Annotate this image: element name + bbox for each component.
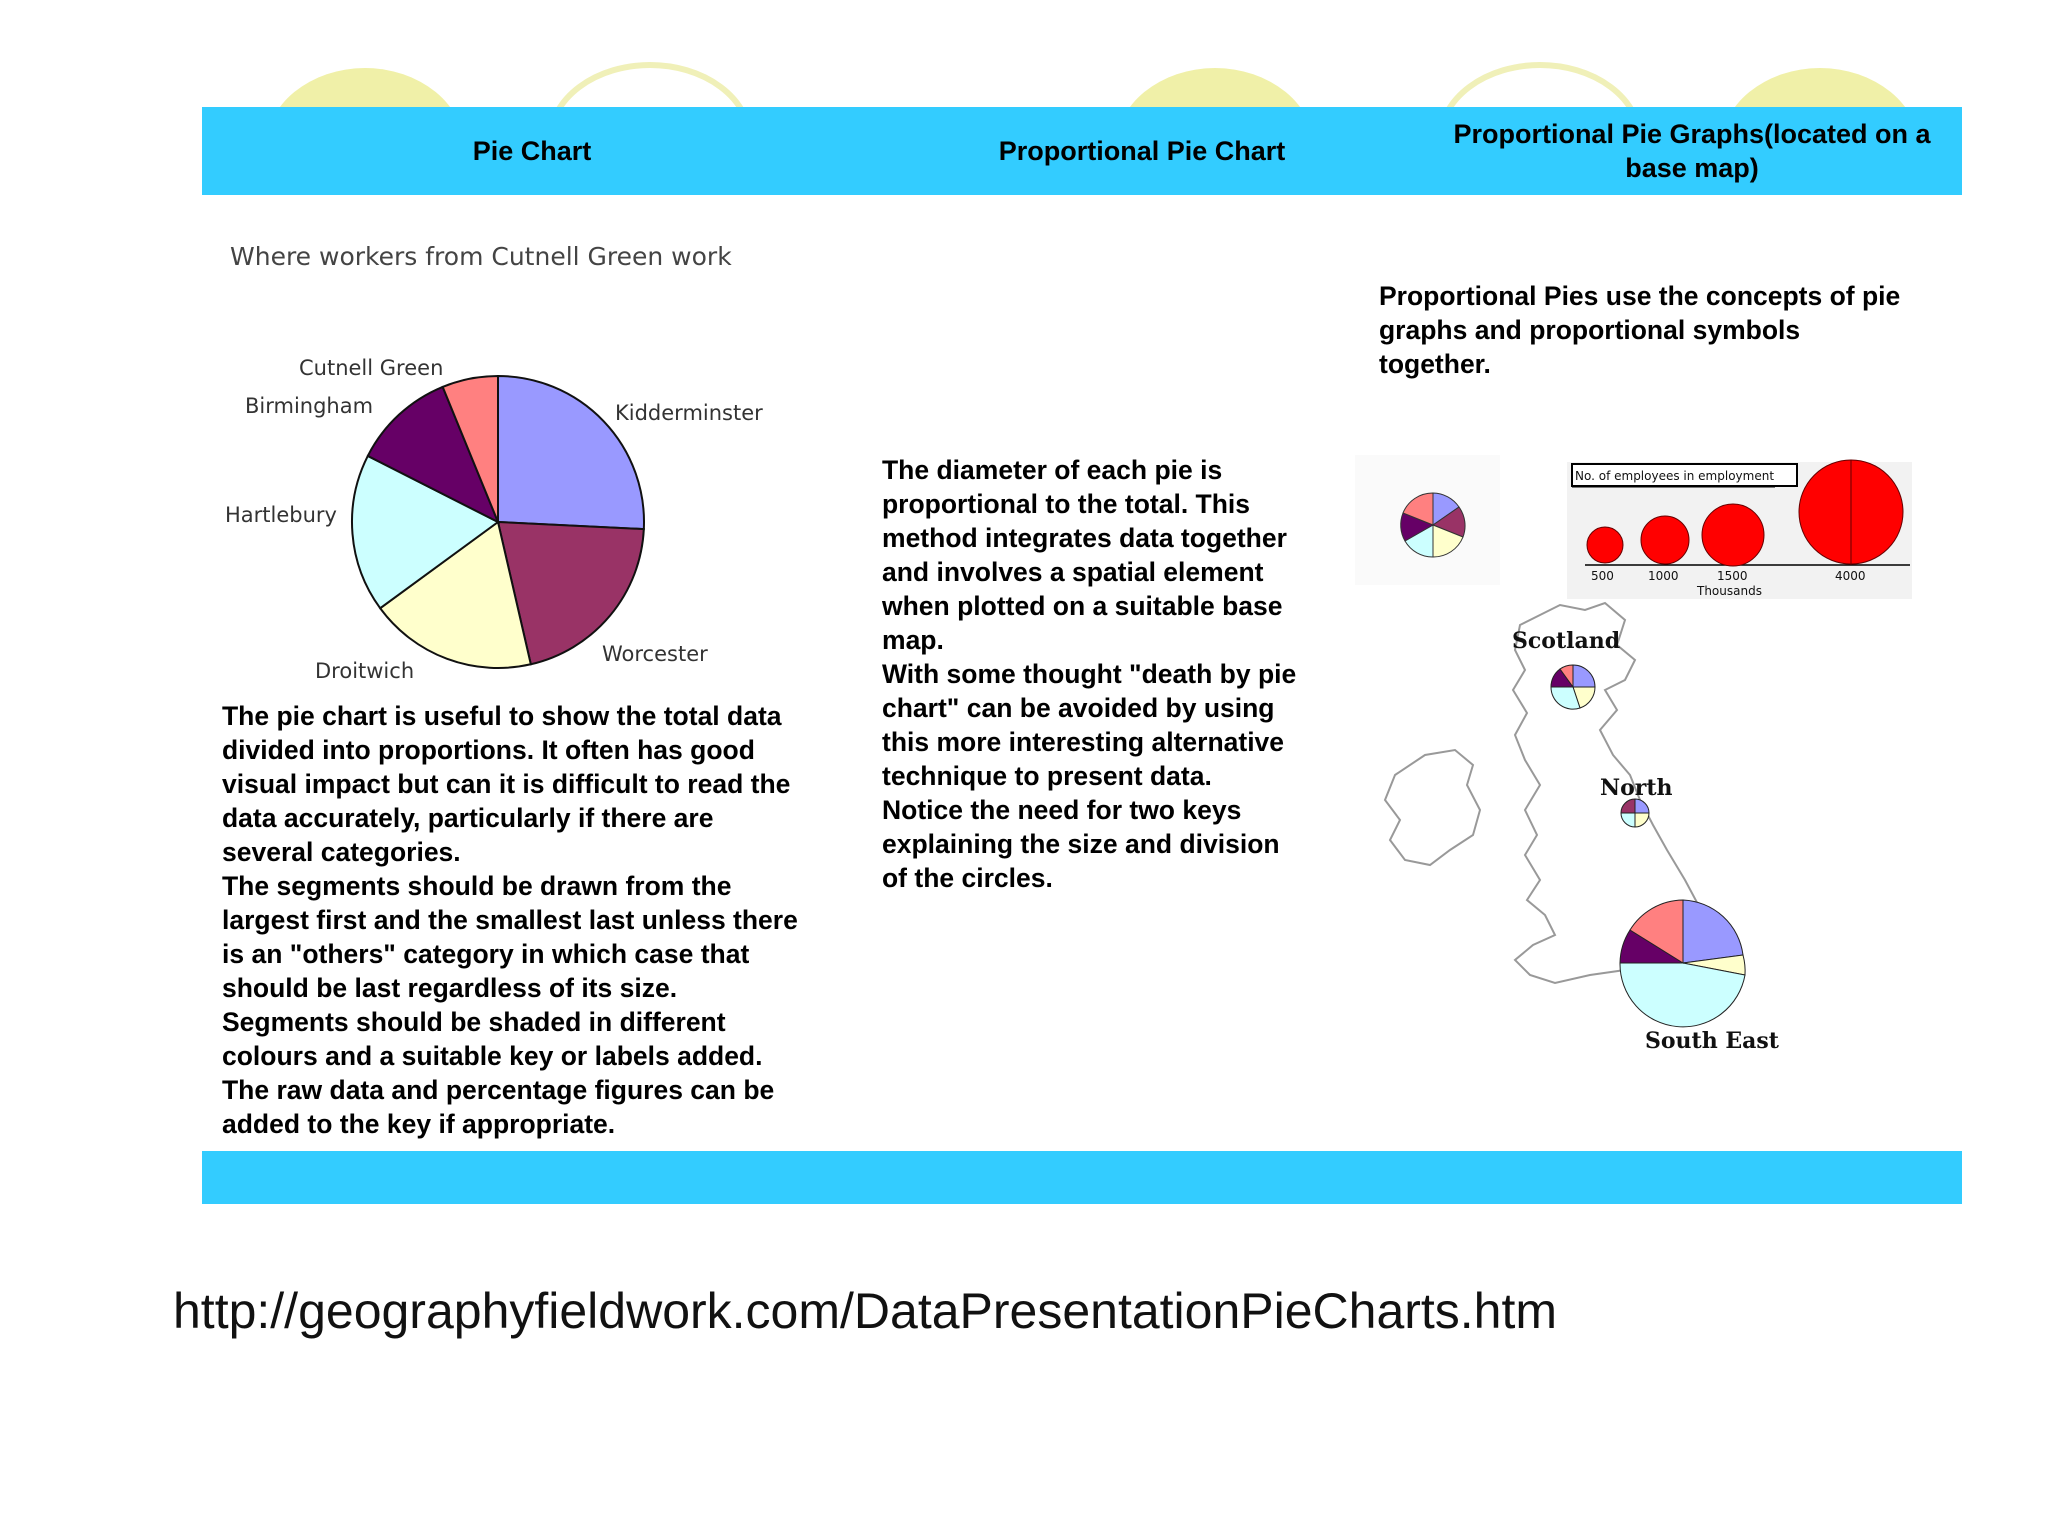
region-label-scotland: Scotland — [1512, 628, 1621, 654]
division-key — [1355, 455, 1500, 585]
decorative-background-arcs — [0, 0, 2048, 120]
label-hartlebury: Hartlebury — [225, 503, 337, 527]
proportional-pie-map-figure — [1355, 455, 1915, 1075]
source-url[interactable]: http://geographyfieldwork.com/DataPresentationPieCharts.htm — [173, 1283, 1558, 1339]
pie-slices — [352, 376, 644, 668]
header-proportional-pie-graphs: Proportional Pie Graphs(located on a base map) — [1453, 119, 1931, 183]
pie-chart-title: Where workers from Cutnell Green work — [230, 242, 732, 271]
size-key-title: No. of employees in employment — [1575, 469, 1775, 483]
south-east-pie — [1620, 900, 1745, 1027]
region-label-north: North — [1600, 775, 1673, 801]
label-droitwich: Droitwich — [315, 659, 415, 683]
size-key-tick-1500: 1500 — [1717, 569, 1748, 583]
header-bar — [202, 107, 1962, 195]
size-key-tick-500: 500 — [1591, 569, 1614, 583]
label-birmingham: Birmingham — [245, 394, 374, 418]
size-key-tick-1000: 1000 — [1648, 569, 1679, 583]
size-key-tick-4000: 4000 — [1835, 569, 1866, 583]
header-proportional-pie-chart: Proportional Pie Chart — [998, 136, 1286, 166]
pie-slice-kidderminster — [498, 376, 644, 529]
size-key — [1567, 460, 1912, 599]
pie-chart-description: The pie chart is useful to show the total data divided into proportions. It often has good visual impact but can it is difficult to read the data accurately, particularly if there are several categories. The segments should be drawn from the largest first and the smallest last unless there is an "others" category in which case that should be last regardless of its size. Segments should be shaded in different colours and a suitable key or labels added. The raw data and percentage figures can be added to the key if appropriate. — [222, 701, 798, 1139]
scotland-pie — [1551, 665, 1595, 709]
pie-chart-figure — [210, 225, 810, 695]
label-kidderminster: Kidderminster — [615, 401, 763, 425]
region-label-south-east: South East — [1645, 1028, 1779, 1054]
size-key-unit: Thousands — [1697, 584, 1762, 598]
proportional-pie-description: The diameter of each pie is proportional to the total. This method integrates data together and involves a spatial element when plotted on a suitable base map. With some thought "death by pie chart" can be avoided by using this more interesting alternative technique to present data. Notice the need for two keys explaining the size and division of the circles. — [882, 455, 1297, 893]
footer-bar — [202, 1151, 1962, 1204]
label-worcester: Worcester — [602, 642, 708, 666]
header-pie-chart: Pie Chart — [472, 136, 592, 166]
north-pie — [1621, 799, 1649, 827]
proportional-pies-intro: Proportional Pies use the concepts of pie graphs and proportional symbols together. — [1379, 281, 1901, 379]
label-cutnell-green: Cutnell Green — [299, 356, 444, 380]
